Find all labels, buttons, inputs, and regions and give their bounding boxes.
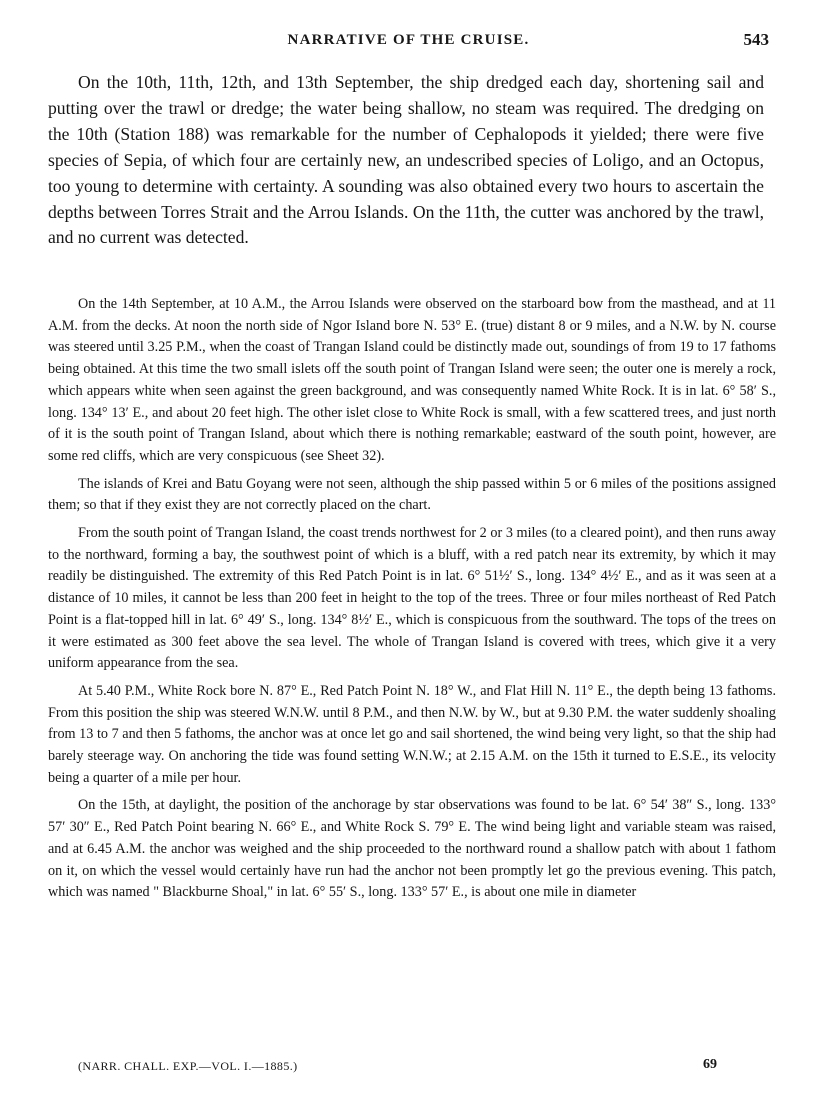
paragraph: The islands of Krei and Batu Goyang were not seen, although the ship passed within 5 or 6 miles of the positions assigned them; so that if they exist they are not correctly placed on the chart. (48, 475, 776, 514)
page-header (48, 30, 769, 54)
paragraph: On the 10th, 11th, 12th, and 13th September, the ship dredged each day, shortening sail and putting over the trawl or dredge; the water being shallow, no steam was required. The dredging on the 10th (Station 188) was remarkable for the number of Cephalopods it yielded; there were five species of Sepia, of which four are certainly new, an undescribed species of Loligo, and an Octopus, too young to determine with certainty. A sounding was also obtained every two hours to ascertain the depths between Torres Strait and the Arrou Islands. On the 11th, the cutter was anchored by the trawl, and no current was detected. (48, 72, 764, 248)
paragraph: At 5.40 P.M., White Rock bore N. 87° E., Red Patch Point N. 18° W., and Flat Hill N. 11° E., the depth being 13 fathoms. From this position the ship was steered W.N.W. until 8 P.M., and then N.W. by W., but at 9.30 P.M. the water suddenly shoaling from 13 to 7 and then 5 fathoms, the anchor was at once let go and sail shortened, the wind being very light, so that the ship had barely steerage way. On anchoring the tide was found setting W.N.W.; at 2.15 A.M. on the 15th it turned to E.S.E., its velocity being a quarter of a mile per hour. (48, 682, 776, 786)
paragraph: From the south point of Trangan Island, the coast trends northwest for 2 or 3 miles (to a cleared point), and then runs away to the northward, forming a bay, the southwest point of which is a bluff, with a red patch near its extremity, by which it may readily be distinguished. The extremity of this Red Patch Point is in lat. 6° 51½′ S., long. 134° 4½′ E., and as it was seen at a distance of 10 miles, it cannot be less than 200 feet in height to the top of the trees. Three or four miles northeast of Red Patch Point is a flat-topped hill in lat. 6° 49′ S., long. 134° 8½′ E., which is conspicuous from the southward. The tops of the trees on it were estimated as 300 feet above the sea level. The whole of Trangan Island is covered with trees, which give it a very uniform appearance from the sea. (48, 525, 776, 672)
page-number: 543 (743, 30, 769, 49)
page-footer (48, 1057, 769, 1079)
footer-note: (NARR. CHALL. EXP.—VOL. I.—1885.) (78, 1059, 298, 1073)
running-title: NARRATIVE OF THE CRUISE. (287, 32, 530, 48)
main-text-block (48, 294, 776, 904)
signature-mark: 69 (703, 1057, 717, 1072)
intro-text-block (48, 70, 764, 251)
paragraph: On the 15th, at daylight, the position of the anchorage by star observations was found to be lat. 6° 54′ 38″ S., long. 133° 57′ 30″ E., Red Patch Point bearing N. 66° E., and White Rock S. 79° E. The wind being light and variable steam was raised, and at 6.45 A.M. the anchor was weighed and the ship proceeded to the northward round a shallow patch with about 1 fathom on it, on which the vessel would certainly have run had the anchor not been promptly let go the previous evening. This patch, which was named " Blackburne Shoal," in lat. 6° 55′ S., long. 133° 57′ E., is about one mile in diameter (48, 797, 776, 901)
paragraph: On the 14th September, at 10 A.M., the Arrou Islands were observed on the starboard bow from the masthead, and at 11 A.M. from the decks. At noon the north side of Ngor Island bore N. 53° E. (true) distant 8 or 9 miles, and a N.W. by N. course was steered until 3.25 P.M., when the coast of Trangan Island could be distinctly made out, soundings of from 19 to 17 fathoms being obtained. At this time the two small islets off the south point of Trangan Island were seen; the outer one is merely a rock, which appears white when seen against the green background, and was consequently named White Rock. It is in lat. 6° 58′ S., long. 134° 13′ E., and about 20 feet high. The other islet close to White Rock is small, with a few scattered trees, and just north of it is the south point of Trangan Island, about which there is nothing remarkable; eastward of the south point, however, are some red cliffs, which are very conspicuous (see Sheet 32). (48, 296, 776, 464)
